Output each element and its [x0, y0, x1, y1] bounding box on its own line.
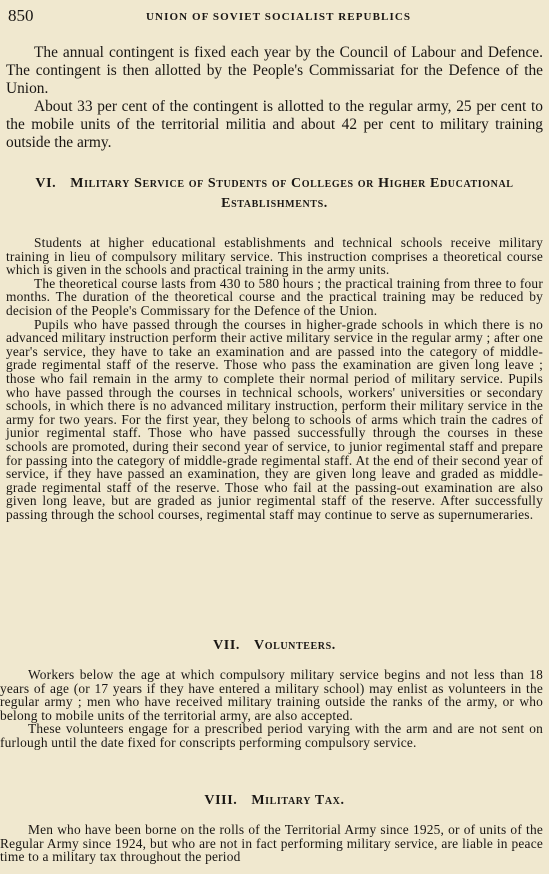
section-7-paragraph-2: These volunteers engage for a prescribed period varying with the arm and are not sent on furlough until the date fixed for conscripts performing compulsory service. — [0, 721, 543, 750]
section-6-title: Military Service of Students of Colleges or Higher Educational Establishments. — [70, 176, 514, 211]
intro-paragraph-1: The annual contingent is fixed each year by the Council of Labour and Defence. The contingent is then allotted by the People's Commissariat for the Defence of the Union. — [6, 44, 543, 97]
section-6-paragraph-2: The theoretical course lasts from 430 to 580 hours ; the practical training from three to four months. The duration of the theoretical course and the practical training may be reduced by decision of the People's Commissary for the Defence of the Union. — [6, 275, 543, 318]
section-6-paragraph-1: Students at higher educational establishments and technical schools receive military training in lieu of compulsory military service. This instruction comprises a theoretical course which is given in the schools and practical training in the army units. — [6, 235, 543, 278]
section-7-heading — [0, 636, 549, 656]
intro-text — [6, 44, 543, 152]
page-number: 850 — [8, 6, 34, 25]
section-6-heading — [0, 174, 549, 214]
section-6-number: VI. — [35, 176, 57, 191]
page-header — [6, 6, 543, 30]
section-7-number: VII. — [213, 638, 240, 653]
section-7-paragraph-1: Workers below the age at which compulsory military service begins and not less than 18 years of age (or 17 years if they have entered a military school) may enlist as volunteers in the regular army ; men who have received military training outside the ranks of the army, or who belong to mobile units of the territorial army, are also accepted. — [0, 667, 543, 723]
section-8-heading — [0, 791, 549, 811]
section-8-paragraph-1: Men who have been borne on the rolls of the Territorial Army since 1925, or of units of the Regular Army since 1924, but who are not in fact performing military service, are liable in peace time to a military tax throughout the period — [0, 822, 543, 865]
intro-paragraph-2: About 33 per cent of the contingent is allotted to the regular army, 25 per cent to the mobile units of the territorial militia and about 42 per cent to military training outside the army. — [6, 98, 543, 151]
section-8-title: Military Tax. — [251, 793, 345, 808]
section-8-number: VIII. — [204, 793, 238, 808]
section-7-title: Volunteers. — [254, 638, 336, 653]
running-head: UNION OF SOVIET SOCIALIST REPUBLICS — [146, 11, 412, 23]
section-8-body — [0, 823, 543, 864]
section-6-body — [6, 236, 543, 521]
section-6-paragraph-3: Pupils who have passed through the courses in higher-grade schools in which there is no advanced military instruction perform their active military service in the regular army ; after one year's service, they have to take an examination and are passed into the category of middle-grade regimental staff of the reserve. Those who pass the examination are given long leave ; those who fail remain in the army to complete their normal period of military service. Pupils who have passed through the courses in technical schools, workers' universities or secondary schools, in which there is no advanced military instruction, perform their military service in the army for two years. For the first year, they belong to schools of arms which train the cadres of junior regimental staff. Those who have passed successfully through the courses in these schools are promoted, during their second year of service, to junior regimental staff and prepare for passing into the category of middle-grade regimental staff. At the end of their second year of service, if they have passed an examination, they are given long leave and graded as middle-grade regimental staff of the reserve. Those who fail at the passing-out examination are also given long leave, but are graded as junior regimental staff of the reserve. After successfully passing through the school courses, regimental staff may continue to serve as supernumeraries. — [6, 316, 543, 522]
section-7-body — [0, 668, 543, 750]
